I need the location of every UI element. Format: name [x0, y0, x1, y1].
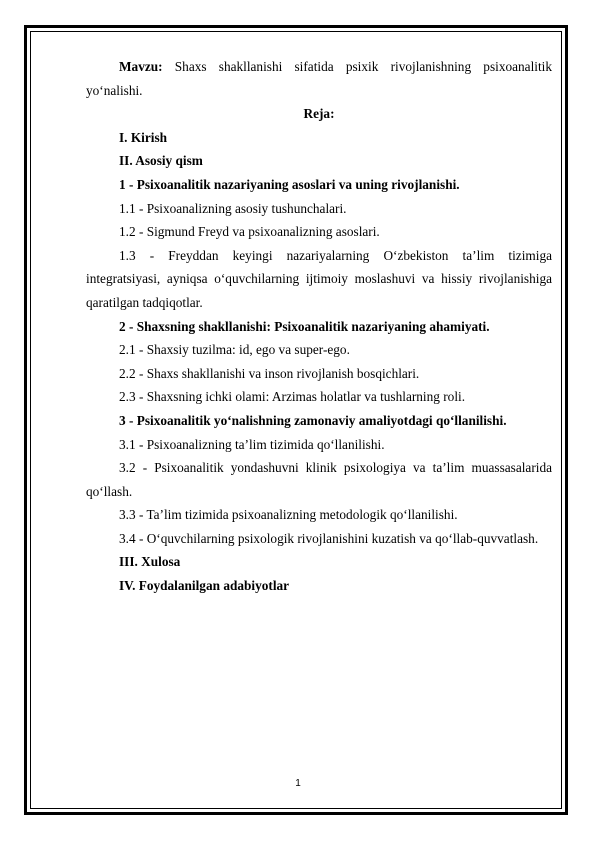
topic-label: Mavzu:	[119, 59, 163, 74]
plan-heading: 2 - Shaxsning shakllanishi: Psixoanalitik nazariyaning ahamiyati.	[119, 318, 490, 334]
plan-item: 3.1 - Psixoanalizning ta’lim tizimida qo‘llanilishi.	[119, 436, 385, 452]
plan-item: 3.4 - O‘quvchilarning psixologik rivojlanishini kuzatish va qo‘llab-quvvatlash.	[119, 530, 539, 546]
topic-paragraph	[86, 55, 552, 102]
page-number: 1	[295, 778, 301, 789]
plan-title: Reja:	[303, 106, 335, 122]
plan-heading: IV. Foydalanilgan adabiyotlar	[119, 578, 290, 594]
plan-heading: 3 - Psixoanalitik yo‘nalishning zamonaviy amaliyotdagi qo‘llanilishi.	[119, 412, 507, 428]
plan-item: 3.2 - Psixoanalitik yondashuvni klinik psixologiya va ta’lim muassasalarida qo‘llash.	[86, 460, 552, 499]
topic-text: Shaxs shakllanishi sifatida psixik rivojlanishning psixoanalitik yo‘nalishi.	[86, 59, 552, 98]
plan-item: 1.1 - Psixoanalizning asosiy tushunchalari.	[119, 200, 347, 216]
plan-item: 3.3 - Ta’lim tizimida psixoanalizning metodologik qo‘llanilishi.	[119, 507, 458, 523]
plan-heading: II. Asosiy qism	[119, 153, 203, 169]
plan-list	[86, 126, 552, 598]
plan-item: 2.3 - Shaxsning ichki olami: Arzimas holatlar va tushlarning roli.	[119, 389, 466, 405]
plan-heading: I. Kirish	[119, 129, 168, 145]
plan-heading: III. Xulosa	[119, 554, 181, 570]
plan-heading: 1 - Psixoanalitik nazariyaning asoslari va uning rivojlanishi.	[119, 176, 460, 192]
plan-item: 1.3 - Freyddan keyingi nazariyalarning O‘zbekiston ta’lim tizimiga integratsiyasi, ayniqsa o‘quvchilarning ijtimoiy moslashuvi va hissiy rivojlanishiga qaratilgan tadqiqotlar.	[86, 247, 552, 310]
plan-item: 2.2 - Shaxs shakllanishi va inson rivojlanish bosqichlari.	[119, 365, 420, 381]
document-body	[86, 55, 552, 598]
plan-item: 2.1 - Shaxsiy tuzilma: id, ego va super-ego.	[119, 342, 350, 358]
plan-item: 1.2 - Sigmund Freyd va psixoanalizning asoslari.	[119, 224, 380, 240]
